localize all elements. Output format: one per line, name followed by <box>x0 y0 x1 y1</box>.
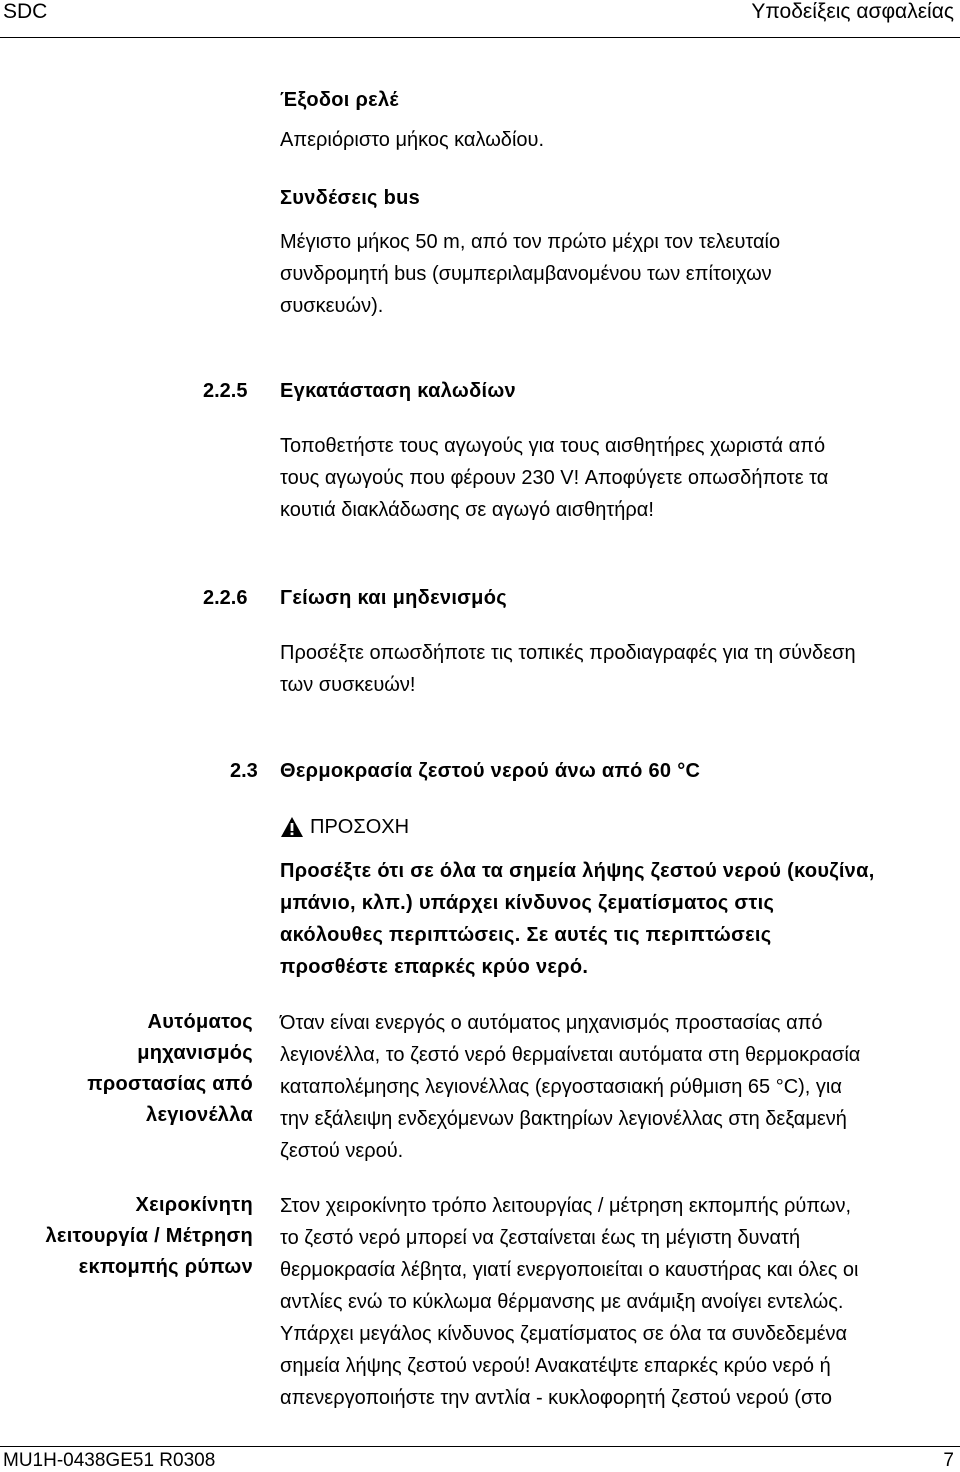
side-heading-manual <box>3 1190 253 1283</box>
side-heading-line: Αυτόματος <box>147 1011 253 1033</box>
section-heading: Εγκατάσταση καλωδίων <box>280 380 516 402</box>
section-line: τους αγωγούς που φέρουν 230 V! Αποφύγετε οπωσδήποτε τα <box>280 467 829 489</box>
body-line: σημεία λήψης ζεστού νερού! Ανακατέψτε επαρκές κρύο νερό ή <box>280 1355 831 1377</box>
body-line: το ζεστό νερό μπορεί να ζεσταίνεται έως τη μέγιστη δυνατή <box>280 1227 801 1249</box>
side-heading-line: εκπομπής ρύπων <box>78 1256 253 1278</box>
body-line: απενεργοποιήστε την αντλία - κυκλοφορητή ζεστού νερού (στο <box>280 1387 833 1409</box>
warning-line: μπάνιο, κλπ.) υπάρχει κίνδυνος ζεματίσματος στις <box>280 892 775 914</box>
header-section-title: Υποδείξεις ασφαλείας <box>751 0 954 23</box>
body-line: Υπάρχει μεγάλος κίνδυνος ζεματίσματος σε όλα τα συνδεδεμένα <box>280 1323 848 1345</box>
warning-line: προσθέστε επαρκές κρύο νερό. <box>280 956 589 978</box>
footer-document-code: MU1H-0438GE51 R0308 <box>3 1450 216 1471</box>
header-divider <box>0 37 960 38</box>
bus-line: Μέγιστο μήκος 50 m, από τον πρώτο μέχρι τον τελευταίο <box>280 231 781 253</box>
body-line: Στον χειροκίνητο τρόπο λειτουργίας / μέτρηση εκπομπής ρύπων, <box>280 1195 852 1217</box>
side-heading-line: προστασίας από <box>87 1073 253 1095</box>
body-line: λεγιονέλλα, το ζεστό νερό θερμαίνεται αυτόματα στη θερμοκρασία <box>280 1044 861 1066</box>
side-heading-line: μηχανισμός <box>137 1042 253 1064</box>
section-number: 2.3 <box>230 760 258 782</box>
warning-line: Προσέξτε ότι σε όλα τα σημεία λήψης ζεστού νερού (κουζίνα, <box>280 860 875 882</box>
side-heading-line: Χειροκίνητη <box>135 1194 253 1216</box>
section-line: των συσκευών! <box>280 674 416 696</box>
side-heading-line: λειτουργία / Μέτρηση <box>45 1225 253 1247</box>
section-line: κουτιά διακλάδωσης σε αγωγό αισθητήρα! <box>280 499 654 521</box>
section-number: 2.2.6 <box>203 587 248 609</box>
body-line: αντλίες ενώ το κύκλωμα θέρμανσης με ανάμιξη ανοίγει εντελώς. <box>280 1291 844 1313</box>
page-number: 7 <box>943 1450 954 1471</box>
warning-label-row <box>280 811 409 843</box>
section-number: 2.2.5 <box>203 380 248 402</box>
section-line: Τοποθετήστε τους αγωγούς για τους αισθητήρες χωριστά από <box>280 435 826 457</box>
warning-triangle-icon <box>280 816 304 838</box>
body-line: ζεστού νερού. <box>280 1140 404 1162</box>
body-line: θερμοκρασία λέβητα, γιατί ενεργοποιείται ο καυστήρας και όλες οι <box>280 1259 859 1281</box>
relay-text: Απεριόριστο μήκος καλωδίου. <box>280 129 545 151</box>
header-product: SDC <box>3 0 48 23</box>
body-line: καταπολέμησης λεγιονέλλας (εργοστασιακή ρύθμιση 65 °C), για <box>280 1076 842 1098</box>
body-line: την εξάλειψη ενδεχόμενων βακτηρίων λεγιονέλλας στη δεξαμενή <box>280 1108 847 1130</box>
warning-label: ΠΡΟΣΟΧΗ <box>310 816 410 838</box>
bus-heading: Συνδέσεις bus <box>280 187 421 209</box>
body-line: Όταν είναι ενεργός ο αυτόματος μηχανισμός προστασίας από <box>280 1012 823 1034</box>
section-line: Προσέξτε οπωσδήποτε τις τοπικές προδιαγραφές για τη σύνδεση <box>280 642 856 664</box>
section-heading: Θερμοκρασία ζεστού νερού άνω από 60 °C <box>280 760 701 782</box>
relay-heading: Έξοδοι ρελέ <box>280 89 399 111</box>
bus-line: συσκευών). <box>280 295 384 317</box>
footer-divider <box>0 1446 960 1447</box>
side-heading-line: λεγιονέλλα <box>146 1104 253 1126</box>
section-heading: Γείωση και μηδενισμός <box>280 587 507 609</box>
side-heading-legionella <box>3 1007 253 1131</box>
warning-line: ακόλουθες περιπτώσεις. Σε αυτές τις περιπτώσεις <box>280 924 772 946</box>
bus-line: συνδρομητή bus (συμπεριλαμβανομένου των επίτοιχων <box>280 263 772 285</box>
